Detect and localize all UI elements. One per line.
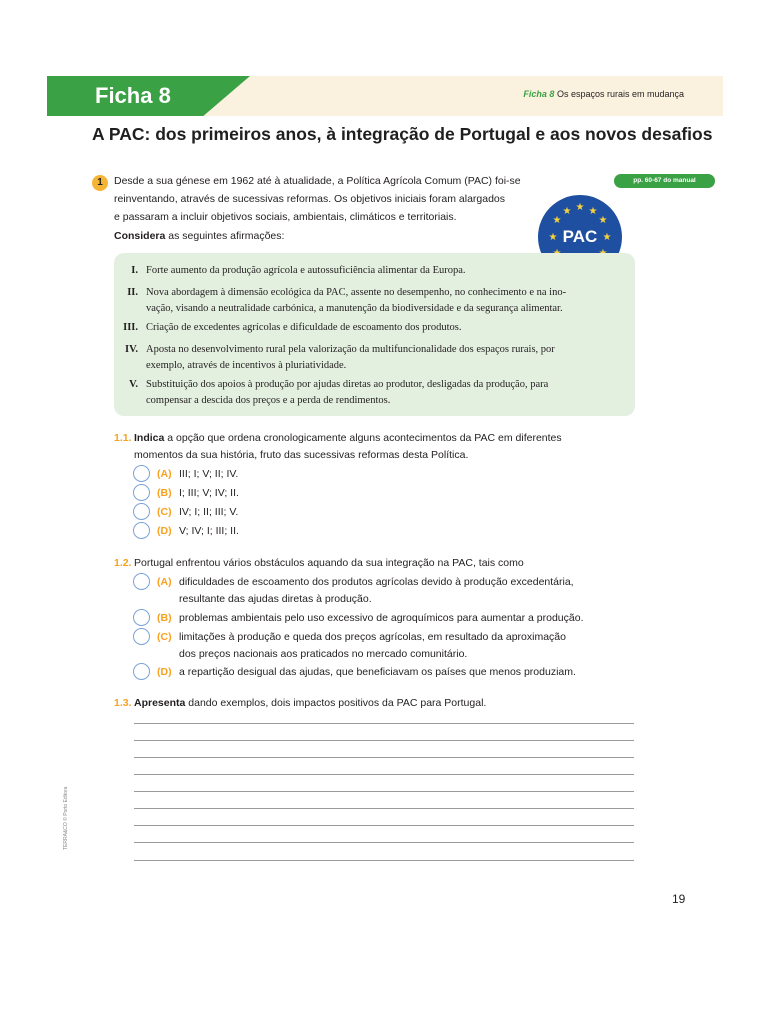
answer-line[interactable] [134, 757, 634, 758]
question-verb: Indica [134, 432, 165, 444]
answer-line[interactable] [134, 860, 634, 861]
answer-line[interactable] [134, 791, 634, 792]
question-1-1 [114, 430, 644, 466]
radio-button[interactable] [133, 484, 150, 501]
intro-line: Desde a sua génese em 1962 até à atualidade, a Política Agrícola Comum (PAC) foi-se [114, 175, 521, 187]
page-title: A PAC: dos primeiros anos, à integração de Portugal e aos novos desafios [92, 124, 713, 144]
svg-text:★: ★ [562, 206, 572, 217]
option-text: resultante das ajudas diretas à produção. [179, 593, 372, 605]
option-label: (A) [157, 468, 172, 480]
question-1-3 [114, 695, 644, 713]
option-text: dificuldades de escoamento dos produtos agrícolas devido à produção excedentária, [179, 576, 574, 588]
statement-number: II. [127, 287, 138, 298]
answer-line[interactable] [134, 774, 634, 775]
option-text: a repartição desigual das ajudas, que beneficiavam os países que menos produziam. [179, 666, 576, 678]
header-sub-text: Os espaços rurais em mudança [556, 89, 684, 99]
option-text: V; IV; I; III; II. [179, 525, 239, 537]
radio-button[interactable] [133, 503, 150, 520]
statement-text: Forte aumento da produção agrícola e autossuficiência alimentar da Europa. [146, 265, 466, 276]
statement-text: exemplo, através de incentivos à pluriatividade. [146, 360, 347, 371]
statement-text: Substituição dos apoios à produção por ajudas diretas ao produtor, desligadas da produção, para [146, 379, 549, 390]
option-text: problemas ambientais pelo uso excessivo de agroquímicos para aumentar a produção. [179, 612, 584, 624]
statement-number: V. [129, 379, 138, 390]
manual-reference-tag: pp. 60-67 do manual [614, 174, 715, 188]
question-text [134, 430, 562, 447]
answer-line[interactable] [134, 723, 634, 724]
question-verb: Apresenta [134, 697, 186, 709]
option-label: (C) [157, 506, 172, 518]
option-text: IV; I; II; III; V. [179, 506, 239, 518]
svg-text:★: ★ [552, 215, 562, 226]
statement-text: compensar a descida dos preços e a perda de rendimentos. [146, 395, 391, 406]
answer-line[interactable] [134, 842, 634, 843]
radio-button[interactable] [133, 522, 150, 539]
answer-line[interactable] [134, 825, 634, 826]
question-text [134, 695, 486, 712]
statement-number: III. [123, 322, 138, 333]
header-sub-label: Ficha 8 [523, 89, 555, 99]
considera-rest: as seguintes afirmações: [165, 230, 285, 242]
option-label: (D) [157, 525, 172, 537]
option-label: (D) [157, 666, 172, 678]
option-text: III; I; V; II; IV. [179, 468, 239, 480]
statement-number: I. [131, 265, 138, 276]
option-label: (A) [157, 576, 172, 588]
intro-line: reinventando, através de sucessivas reformas. Os objetivos iniciais foram alargados [114, 193, 506, 205]
statement-text: vação, visando a neutralidade carbónica, a manutenção da biodiversidade e da segurança alimentar. [146, 303, 563, 314]
svg-text:★: ★ [548, 232, 558, 243]
option-text: I; III; V; IV; II. [179, 487, 239, 499]
intro-line: e passaram a incluir objetivos sociais, ambientais, climáticos e territoriais. [114, 211, 457, 223]
statement-text: Nova abordagem à dimensão ecológica da PAC, assente no desempenho, no conhecimento e na ino- [146, 287, 567, 298]
ficha-title: Ficha 8 [95, 83, 171, 108]
exercise-intro [114, 172, 534, 226]
answer-line[interactable] [134, 808, 634, 809]
option-text: dos preços nacionais aos praticados no mercado comunitário. [179, 648, 468, 660]
statement-number: IV. [125, 344, 138, 355]
copyright-note: TERRA&CO © Porto Editora [63, 786, 69, 850]
radio-button[interactable] [133, 663, 150, 680]
question-text-line: a opção que ordena cronologicamente alguns acontecimentos da PAC em diferentes [164, 432, 562, 444]
question-1-2 [114, 555, 644, 573]
option-text: limitações à produção e queda dos preços agrícolas, em resultado da aproximação [179, 631, 566, 643]
statement-text: Aposta no desenvolvimento rural pela valorização da multifuncionalidade dos espaços rurais, por [146, 344, 555, 355]
svg-text:★: ★ [602, 232, 612, 243]
page-number: 19 [672, 892, 686, 906]
considera-bold: Considera [114, 230, 166, 242]
option-label: (B) [157, 487, 172, 499]
statement-text: Criação de excedentes agrícolas e dificuldade de escoamento dos produtos. [146, 322, 462, 333]
question-text-rest: dando exemplos, dois impactos positivos da PAC para Portugal. [185, 697, 487, 709]
radio-button[interactable] [133, 465, 150, 482]
option-label: (C) [157, 631, 172, 643]
svg-text:★: ★ [598, 215, 608, 226]
option-label: (B) [157, 612, 172, 624]
pac-logo-text: PAC [562, 227, 598, 246]
considera-prompt [114, 230, 284, 242]
header-subtitle [523, 89, 684, 99]
answer-line[interactable] [134, 740, 634, 741]
svg-text:★: ★ [588, 206, 598, 217]
radio-button[interactable] [133, 609, 150, 626]
svg-text:★: ★ [575, 202, 585, 213]
question-number: 1.2. [114, 557, 132, 569]
exercise-number-badge: 1 [92, 175, 108, 191]
question-text-line: momentos da sua história, fruto das sucessivas reformas desta Política. [134, 449, 469, 461]
question-text: Portugal enfrentou vários obstáculos aquando da sua integração na PAC, tais como [134, 557, 524, 569]
question-number: 1.1. [114, 432, 132, 444]
radio-button[interactable] [133, 628, 150, 645]
question-number: 1.3. [114, 697, 132, 709]
radio-button[interactable] [133, 573, 150, 590]
